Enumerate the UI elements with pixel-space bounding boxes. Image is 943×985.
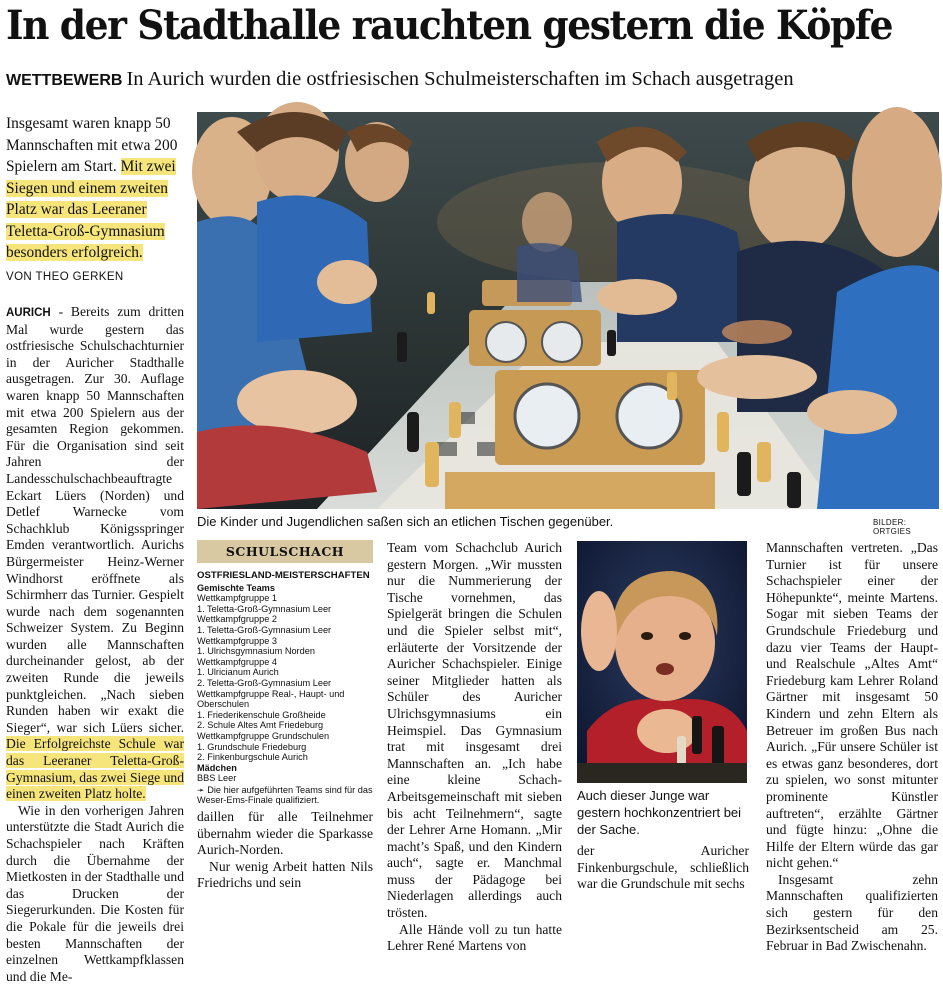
result-line: Wettkampfgruppe Grundschulen (197, 730, 330, 741)
result-line: 2. Teletta-Groß-Gymnasium Leer (197, 677, 332, 688)
result-line: Wettkampfgruppe 1 (197, 593, 278, 604)
kicker: WETTBEWERB (6, 72, 123, 89)
results-box (197, 540, 373, 806)
result-line: 2. Finkenburgschule Aurich (197, 752, 308, 763)
result-line: 2. Schule Altes Amt Friedeburg (197, 720, 324, 731)
box-subtitle: OSTFRIESLAND-MEISTERSCHAFTEN (197, 570, 370, 581)
result-line: Wettkampfgruppe 3 (197, 635, 278, 646)
result-line: BBS Leer (197, 773, 237, 784)
box-title: SCHULSCHACH (197, 540, 373, 563)
teaser-text: Insgesamt waren knapp 50 Mannschaften mit etwa 200 Spielern am Start. (6, 115, 178, 175)
result-line: Wettkampfgruppe 4 (197, 656, 278, 667)
teaser (6, 113, 184, 264)
group-heading: Gemischte Teams (197, 582, 275, 593)
paragraph: daillen für alle Teilnehmer übernahm wieder die Sparkasse Aurich-Norden. (197, 809, 373, 858)
box-note: ➛ Die hier aufgeführten Teams sind für das Weser-Ems-Finale qualifiziert. (197, 784, 373, 806)
paragraph: Insgesamt zehn Mannschaften qualifizierten sich gestern für den Bezirksentscheid am 25. Februar in Bad Zwischenahn. (766, 871, 938, 954)
result-line: 1. Ulricianum Aurich (197, 667, 279, 678)
boy-photo (577, 541, 747, 783)
result-line: 1. Teletta-Groß-Gymnasium Leer (197, 624, 332, 635)
subline-text: In Aurich wurden die ostfriesischen Schulmeisterschaften im Schach ausgetragen (126, 68, 794, 90)
boy-playing-chess-photo (577, 541, 747, 783)
photo-credit: BILDER: ORTGIES (873, 518, 911, 536)
result-line: Wettkampfgruppe Real-, Haupt- und Oberschulen (197, 688, 345, 710)
boy-photo-caption: Auch dieser Junge war gestern hochkonzentriert bei der Sache. (577, 788, 742, 837)
byline: VON THEO GERKEN (6, 271, 124, 283)
article-column-2 (197, 809, 373, 892)
article-column-1 (6, 304, 184, 984)
result-line: 1. Grundschule Friedeburg (197, 741, 307, 752)
subline (6, 66, 794, 94)
paragraph: der Auricher Finkenburgschule, schließlich war die Grundschule mit sechs (577, 843, 749, 892)
article-column-4 (577, 843, 749, 893)
paragraph: - Bereits zum dritten Mal wurde gestern das ostfriesische Schulschachturnier in der Auricher Stadthalle ausgetragen. Zur 30. Auflage waren knapp 50 Mannschaften mit etwa 200 Spielern aus der gesamten Region gekommen. Für die Organisation sind seit Jahren der Landesschulschachbeauftragte Eckart Lüers (Norden) und Detlef Warnecke vom Schachklub Königsspringer Emden verantwortlich. Aurichs Bürgermeister Heinz-Werner Windhorst eröffnete als Schirmherr das Turnier. Gespielt wurde nach dem sogenannten Schweizer System. Zu Beginn wurden alle Mannschaften durcheinander gelost, ab der zweiten Runde die jeweils punktgleichen. „Nach sieben Runden haben wir exakt die Sieger“, war sich Lüers sicher. (6, 304, 184, 735)
main-photo (197, 112, 939, 509)
result-line: 1. Ulrichsgymnasium Norden (197, 646, 315, 657)
chess-tournament-photo (197, 112, 939, 509)
article-column-5 (766, 540, 938, 954)
highlight-text: Die Erfolgreichste Schule war das Leeraner Teletta-Groß-Gymnasium, das zwei Siege und einen zweiten Platz holte. (6, 736, 184, 802)
teaser-highlight: Mit zwei Siegen und einem zweiten Platz war das Leeraner Teletta-Groß-Gymnasium besonders erfolgreich. (6, 158, 176, 261)
result-line: 1. Teletta-Groß-Gymnasium Leer (197, 603, 332, 614)
dateline: AURICH (6, 307, 51, 319)
paragraph: Alle Hände voll zu tun hatte Lehrer René Martens von (387, 921, 562, 954)
headline: In der Stadthalle rauchten gestern die Köpfe (6, 2, 893, 49)
paragraph: Mannschaften vertreten. „Das Turnier ist für unsere Schachspieler einer der Höhepunkte“, meinte Martens. Sogar mit sieben Teams der Grundschule Friedeburg und dazu vier Teams der Haupt- und Realschule „Altes Amt“ Friedeburg kam Lehrer Roland Gärtner mit insgesamt 50 Kindern und zehn Eltern als Betreuer im großen Bus nach Aurich. „Für unsere Schüler ist es etwas ganz besonderes, dort zu spielen, wo sonst mitunter prominente Künstler auftreten“, erzählte Gärtner und fügte hinzu: „Ohne die Hilfe der Eltern würde das gar nicht gehen.“ (766, 540, 938, 871)
paragraph: Team vom Schachclub Aurich gestern Morgen. „Wir mussten nur die Nummerierung der Tische vornehmen, das Spielgerät bringen die Schulen und die Spieler selbst mit“, erläuterte der Vorsitzende der Auricher Schachspieler. Einige seiner Mitglieder hatten als Schüler des Auricher Ulrichsgymnasiums ein Heimspiel. Das Gymnasium trat mit insgesamt drei Mannschaften an. „Ich habe eine kleine Schach-Arbeitsgemeinschaft mit sieben bis acht Teilnehmern“, sagte der Lehrer Arne Homann. „Mir macht’s Spaß, und den Kindern auch“, sagte er. Manchmal muss der Pädagoge bei Niederlagen allerdings auch trösten. (387, 540, 562, 921)
paragraph: Nur wenig Arbeit hatten Nils Friedrichs und sein (197, 858, 373, 891)
article-column-3 (387, 540, 562, 954)
result-line: Wettkampfgruppe 2 (197, 614, 278, 625)
main-photo-caption: Die Kinder und Jugendlichen saßen sich an etlichen Tischen gegenüber. (197, 514, 614, 529)
result-line: 1. Friederikenschule Großheide (197, 709, 326, 720)
paragraph: Wie in den vorherigen Jahren unterstützte die Stadt Aurich die Schachspieler nach Kräften durch die Übernahme der Mietkosten in der Stadthalle und das Drucken der Siegerurkunden. Die Kosten für die Pokale für die jeweils drei besten Mannschaften der einzelnen Wettkampfklassen und die Me- (6, 802, 184, 984)
group-heading: Mädchen (197, 762, 237, 773)
